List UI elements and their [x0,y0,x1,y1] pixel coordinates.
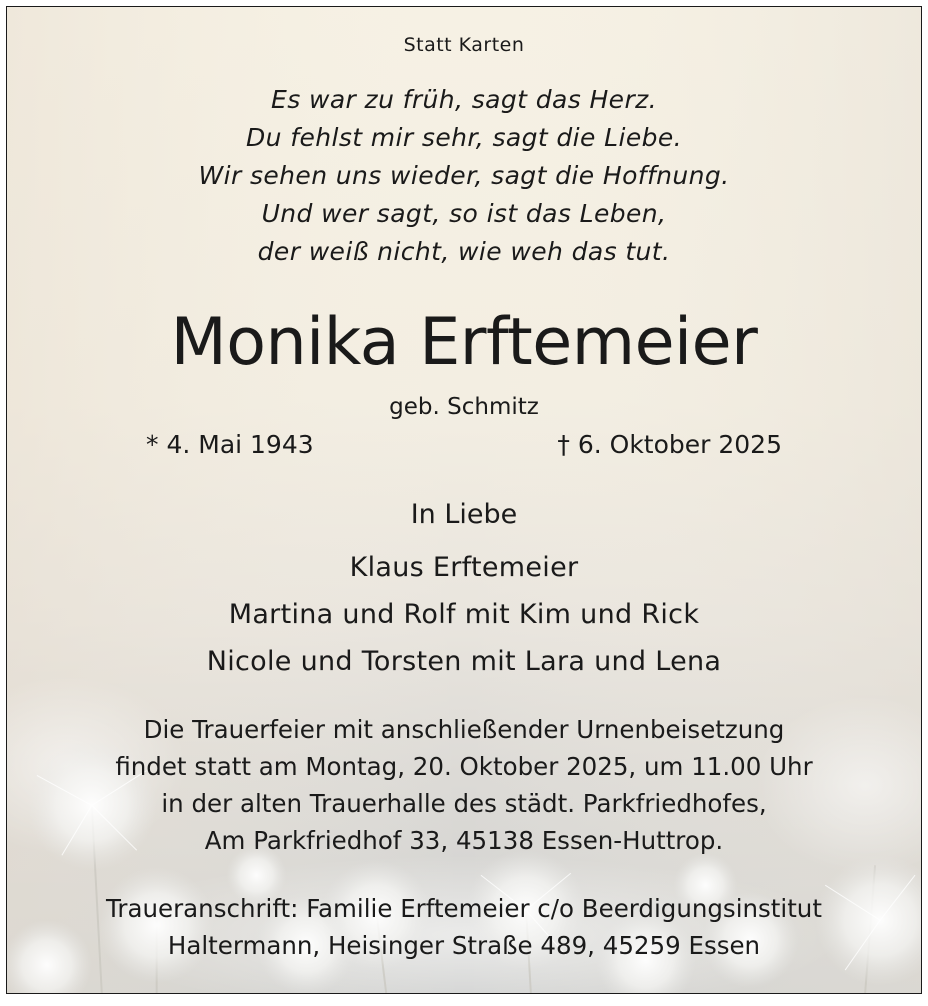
ceremony-line: findet statt am Montag, 20. Oktober 2025, um 11.00 Uhr [115,752,813,781]
contact-line: Haltermann, Heisinger Straße 489, 45259 Essen [167,931,761,960]
poem-line: Wir sehen uns wieder, sagt die Hoffnung. [198,161,730,190]
deceased-name: Monika Erftemeier [170,305,758,380]
poem-line: Es war zu früh, sagt das Herz. [271,85,657,114]
obituary-notice [6,6,922,994]
ceremony-line: Am Parkfriedhof 33, 45138 Essen-Huttrop. [204,826,724,855]
poem-line: Du fehlst mir sehr, sagt die Liebe. [246,123,682,152]
poem-line: der weiß nicht, wie weh das tut. [257,237,671,266]
death-date: † 6. Oktober 2025 [557,430,782,459]
ceremony-line: in der alten Trauerhalle des städt. Parkfriedhofes, [161,789,767,818]
birth-date: * 4. Mai 1943 [146,430,314,459]
header-label: Statt Karten [403,34,525,56]
birth-name: geb. Schmitz [389,394,539,420]
contact-line: Traueranschrift: Familie Erftemeier c/o Beerdigungsinstitut [106,894,822,923]
ceremony-line: Die Trauerfeier mit anschließender Urnenbeisetzung [143,715,785,744]
poem-line: Und wer sagt, so ist das Leben, [261,199,667,228]
mourner-name: Martina und Rolf mit Kim und Rick [228,599,700,630]
mourner-name: Klaus Erftemeier [349,552,579,583]
mourner-name: Nicole und Torsten mit Lara und Lena [206,646,722,677]
mourners-intro: In Liebe [410,499,518,530]
